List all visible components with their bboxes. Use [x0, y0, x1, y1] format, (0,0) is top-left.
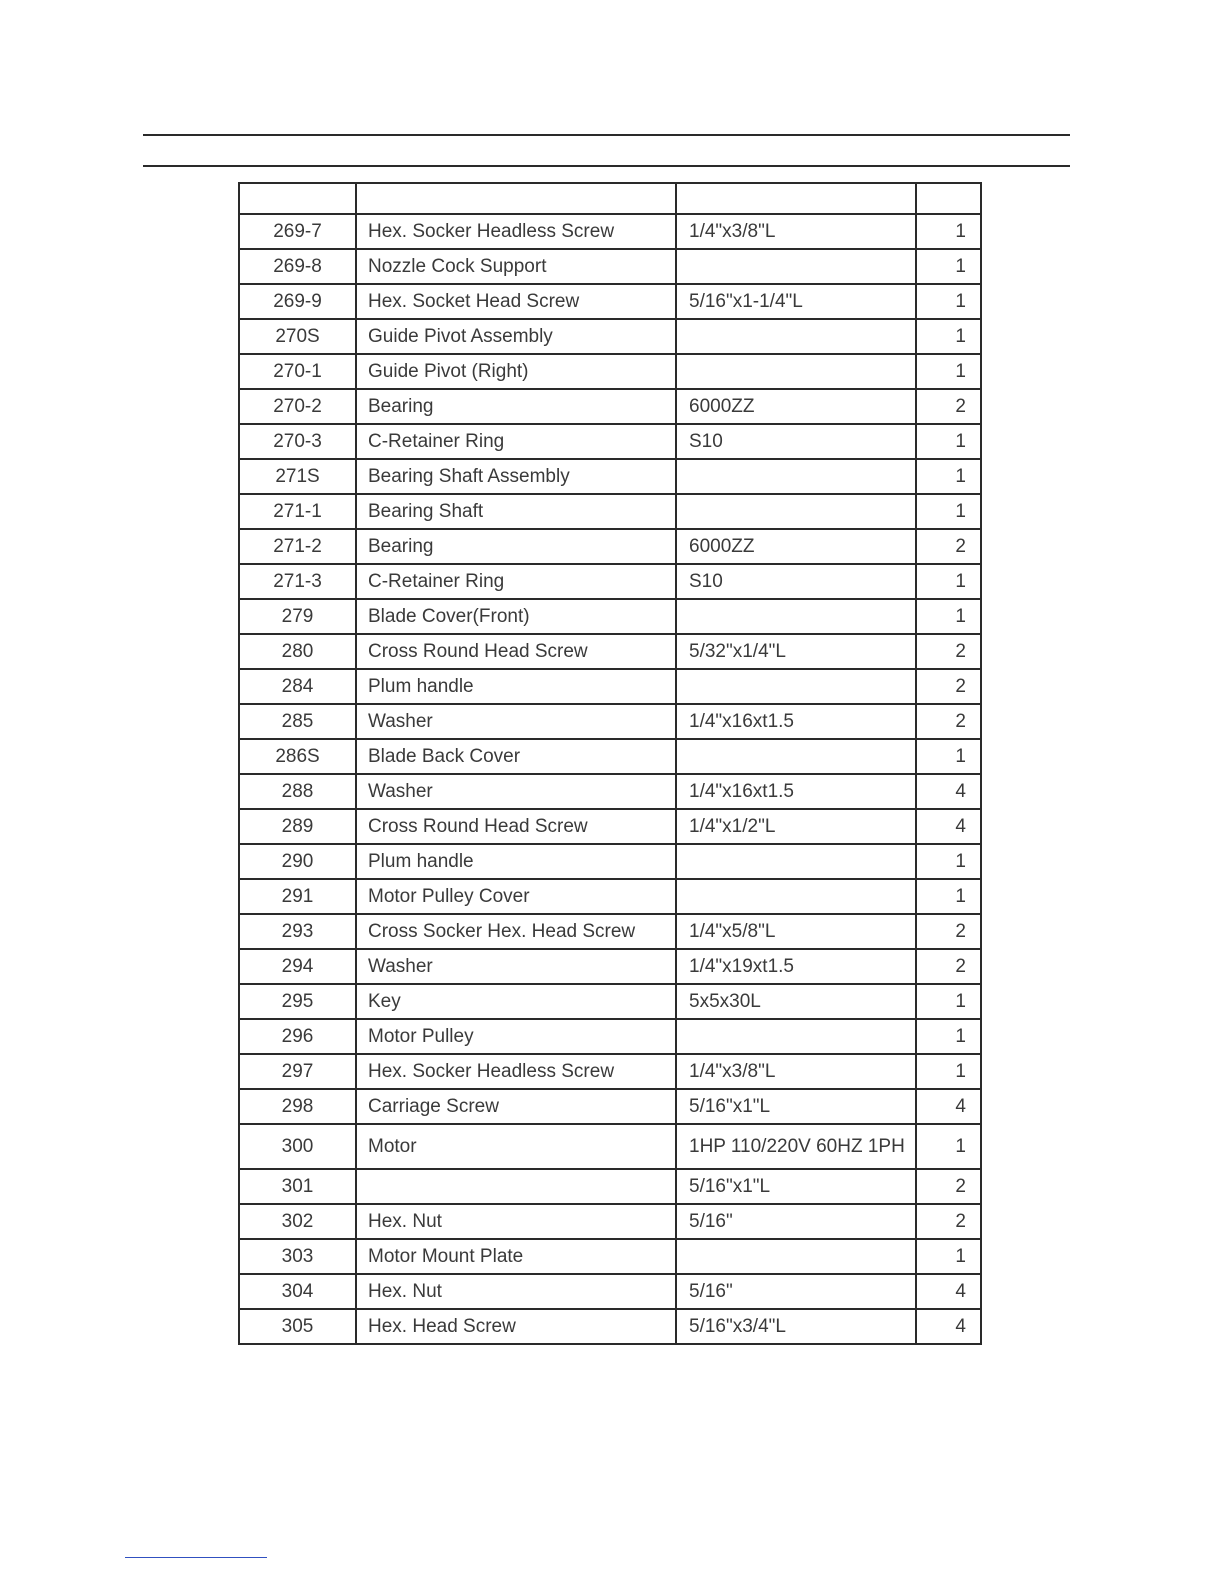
- description-cell: Hex. Nut: [356, 1274, 676, 1309]
- table-row: [239, 1169, 981, 1204]
- table-row: [239, 669, 981, 704]
- part-number-cell: 300: [239, 1124, 356, 1169]
- table-row: [239, 424, 981, 459]
- description-cell: Hex. Head Screw: [356, 1309, 676, 1344]
- description-cell: Carriage Screw: [356, 1089, 676, 1124]
- description-cell: Cross Socker Hex. Head Screw: [356, 914, 676, 949]
- description-cell: Plum handle: [356, 844, 676, 879]
- description-cell: Washer: [356, 949, 676, 984]
- specification-cell: S10: [676, 424, 916, 459]
- table-row: [239, 1124, 981, 1169]
- part-number-cell: 295: [239, 984, 356, 1019]
- header-cell-qty: [916, 183, 981, 214]
- table-row: [239, 319, 981, 354]
- part-number-cell: 269-7: [239, 214, 356, 249]
- description-cell: Bearing: [356, 389, 676, 424]
- quantity-cell: 1: [916, 564, 981, 599]
- specification-cell: 1/4"x16xt1.5: [676, 774, 916, 809]
- table-row: [239, 599, 981, 634]
- table-row: [239, 459, 981, 494]
- specification-cell: [676, 459, 916, 494]
- header-rule-top: [143, 134, 1070, 136]
- quantity-cell: 2: [916, 949, 981, 984]
- specification-cell: 5/32"x1/4"L: [676, 634, 916, 669]
- specification-cell: 5/16"x1"L: [676, 1169, 916, 1204]
- specification-cell: 5/16": [676, 1204, 916, 1239]
- table-row: [239, 214, 981, 249]
- description-cell: Plum handle: [356, 669, 676, 704]
- part-number-cell: 270-3: [239, 424, 356, 459]
- table-row: [239, 1274, 981, 1309]
- part-number-cell: 271S: [239, 459, 356, 494]
- part-number-cell: 288: [239, 774, 356, 809]
- part-number-cell: 303: [239, 1239, 356, 1274]
- quantity-cell: 1: [916, 249, 981, 284]
- quantity-cell: 1: [916, 599, 981, 634]
- specification-cell: 5/16"x3/4"L: [676, 1309, 916, 1344]
- quantity-cell: 1: [916, 739, 981, 774]
- quantity-cell: 1: [916, 844, 981, 879]
- specification-cell: [676, 1239, 916, 1274]
- table-row: [239, 1204, 981, 1239]
- quantity-cell: 1: [916, 1239, 981, 1274]
- header-rule-bottom: [143, 165, 1070, 167]
- part-number-cell: 269-9: [239, 284, 356, 319]
- specification-cell: 6000ZZ: [676, 389, 916, 424]
- description-cell: Motor: [356, 1124, 676, 1169]
- quantity-cell: 2: [916, 389, 981, 424]
- description-cell: Bearing Shaft Assembly: [356, 459, 676, 494]
- part-number-cell: 269-8: [239, 249, 356, 284]
- quantity-cell: 4: [916, 809, 981, 844]
- part-number-cell: 305: [239, 1309, 356, 1344]
- table-row: [239, 494, 981, 529]
- specification-cell: [676, 354, 916, 389]
- part-number-cell: 270-2: [239, 389, 356, 424]
- description-cell: C-Retainer Ring: [356, 424, 676, 459]
- table-row: [239, 774, 981, 809]
- quantity-cell: 2: [916, 669, 981, 704]
- quantity-cell: 4: [916, 1309, 981, 1344]
- header-cell-description: [356, 183, 676, 214]
- table-row: [239, 634, 981, 669]
- header-cell-specification: [676, 183, 916, 214]
- table-row: [239, 914, 981, 949]
- description-cell: Hex. Socket Head Screw: [356, 284, 676, 319]
- specification-cell: 5/16"x1"L: [676, 1089, 916, 1124]
- specification-cell: [676, 599, 916, 634]
- specification-cell: 5x5x30L: [676, 984, 916, 1019]
- table-row: [239, 879, 981, 914]
- table-row: [239, 1054, 981, 1089]
- table-header-row: [239, 183, 981, 214]
- quantity-cell: 1: [916, 319, 981, 354]
- quantity-cell: 2: [916, 634, 981, 669]
- part-number-cell: 291: [239, 879, 356, 914]
- table-row: [239, 1239, 981, 1274]
- description-cell: Key: [356, 984, 676, 1019]
- specification-cell: 1/4"x3/8"L: [676, 214, 916, 249]
- quantity-cell: 2: [916, 529, 981, 564]
- description-cell: Hex. Socker Headless Screw: [356, 1054, 676, 1089]
- quantity-cell: 1: [916, 1124, 981, 1169]
- table-row: [239, 1089, 981, 1124]
- quantity-cell: 4: [916, 1274, 981, 1309]
- specification-cell: 1/4"x16xt1.5: [676, 704, 916, 739]
- part-number-cell: 286S: [239, 739, 356, 774]
- table-row: [239, 809, 981, 844]
- specification-cell: [676, 844, 916, 879]
- description-cell: Bearing Shaft: [356, 494, 676, 529]
- table-row: [239, 529, 981, 564]
- description-cell: Motor Pulley: [356, 1019, 676, 1054]
- specification-cell: 5/16": [676, 1274, 916, 1309]
- part-number-cell: 279: [239, 599, 356, 634]
- specification-cell: S10: [676, 564, 916, 599]
- footer-link-underline: [125, 1557, 267, 1558]
- specification-cell: [676, 494, 916, 529]
- specification-cell: 1/4"x5/8"L: [676, 914, 916, 949]
- description-cell: Nozzle Cock Support: [356, 249, 676, 284]
- specification-cell: 1/4"x3/8"L: [676, 1054, 916, 1089]
- specification-cell: 5/16"x1-1/4"L: [676, 284, 916, 319]
- part-number-cell: 293: [239, 914, 356, 949]
- part-number-cell: 270S: [239, 319, 356, 354]
- quantity-cell: 1: [916, 1019, 981, 1054]
- part-number-cell: 285: [239, 704, 356, 739]
- table-row: [239, 1019, 981, 1054]
- quantity-cell: 1: [916, 984, 981, 1019]
- description-cell: Washer: [356, 704, 676, 739]
- quantity-cell: 1: [916, 214, 981, 249]
- part-number-cell: 298: [239, 1089, 356, 1124]
- description-cell: [356, 1169, 676, 1204]
- description-cell: Blade Cover(Front): [356, 599, 676, 634]
- part-number-cell: 304: [239, 1274, 356, 1309]
- parts-list-table: [238, 182, 982, 1345]
- header-cell-no: [239, 183, 356, 214]
- part-number-cell: 271-2: [239, 529, 356, 564]
- quantity-cell: 4: [916, 774, 981, 809]
- quantity-cell: 1: [916, 879, 981, 914]
- specification-cell: 1HP 110/220V 60HZ 1PH: [676, 1124, 916, 1169]
- part-number-cell: 302: [239, 1204, 356, 1239]
- specification-cell: [676, 669, 916, 704]
- description-cell: Cross Round Head Screw: [356, 809, 676, 844]
- table-row: [239, 249, 981, 284]
- quantity-cell: 4: [916, 1089, 981, 1124]
- specification-cell: 1/4"x19xt1.5: [676, 949, 916, 984]
- part-number-cell: 290: [239, 844, 356, 879]
- part-number-cell: 289: [239, 809, 356, 844]
- table-row: [239, 284, 981, 319]
- table-row: [239, 704, 981, 739]
- description-cell: Guide Pivot (Right): [356, 354, 676, 389]
- quantity-cell: 1: [916, 1054, 981, 1089]
- part-number-cell: 284: [239, 669, 356, 704]
- table-row: [239, 739, 981, 774]
- description-cell: Washer: [356, 774, 676, 809]
- specification-cell: 6000ZZ: [676, 529, 916, 564]
- part-number-cell: 294: [239, 949, 356, 984]
- table-row: [239, 844, 981, 879]
- quantity-cell: 1: [916, 284, 981, 319]
- specification-cell: [676, 319, 916, 354]
- description-cell: Bearing: [356, 529, 676, 564]
- description-cell: Guide Pivot Assembly: [356, 319, 676, 354]
- specification-cell: [676, 739, 916, 774]
- table-row: [239, 1309, 981, 1344]
- part-number-cell: 296: [239, 1019, 356, 1054]
- table-row: [239, 949, 981, 984]
- quantity-cell: 1: [916, 494, 981, 529]
- quantity-cell: 2: [916, 704, 981, 739]
- table-row: [239, 354, 981, 389]
- specification-cell: [676, 249, 916, 284]
- specification-cell: [676, 879, 916, 914]
- table-row: [239, 564, 981, 599]
- description-cell: Cross Round Head Screw: [356, 634, 676, 669]
- part-number-cell: 270-1: [239, 354, 356, 389]
- specification-cell: [676, 1019, 916, 1054]
- part-number-cell: 271-1: [239, 494, 356, 529]
- description-cell: C-Retainer Ring: [356, 564, 676, 599]
- specification-cell: 1/4"x1/2"L: [676, 809, 916, 844]
- description-cell: Hex. Socker Headless Screw: [356, 214, 676, 249]
- description-cell: Blade Back Cover: [356, 739, 676, 774]
- part-number-cell: 297: [239, 1054, 356, 1089]
- part-number-cell: 301: [239, 1169, 356, 1204]
- description-cell: Motor Pulley Cover: [356, 879, 676, 914]
- quantity-cell: 2: [916, 1204, 981, 1239]
- table-row: [239, 984, 981, 1019]
- quantity-cell: 1: [916, 354, 981, 389]
- table-row: [239, 389, 981, 424]
- part-number-cell: 271-3: [239, 564, 356, 599]
- description-cell: Hex. Nut: [356, 1204, 676, 1239]
- quantity-cell: 1: [916, 424, 981, 459]
- quantity-cell: 2: [916, 914, 981, 949]
- part-number-cell: 280: [239, 634, 356, 669]
- quantity-cell: 2: [916, 1169, 981, 1204]
- quantity-cell: 1: [916, 459, 981, 494]
- description-cell: Motor Mount Plate: [356, 1239, 676, 1274]
